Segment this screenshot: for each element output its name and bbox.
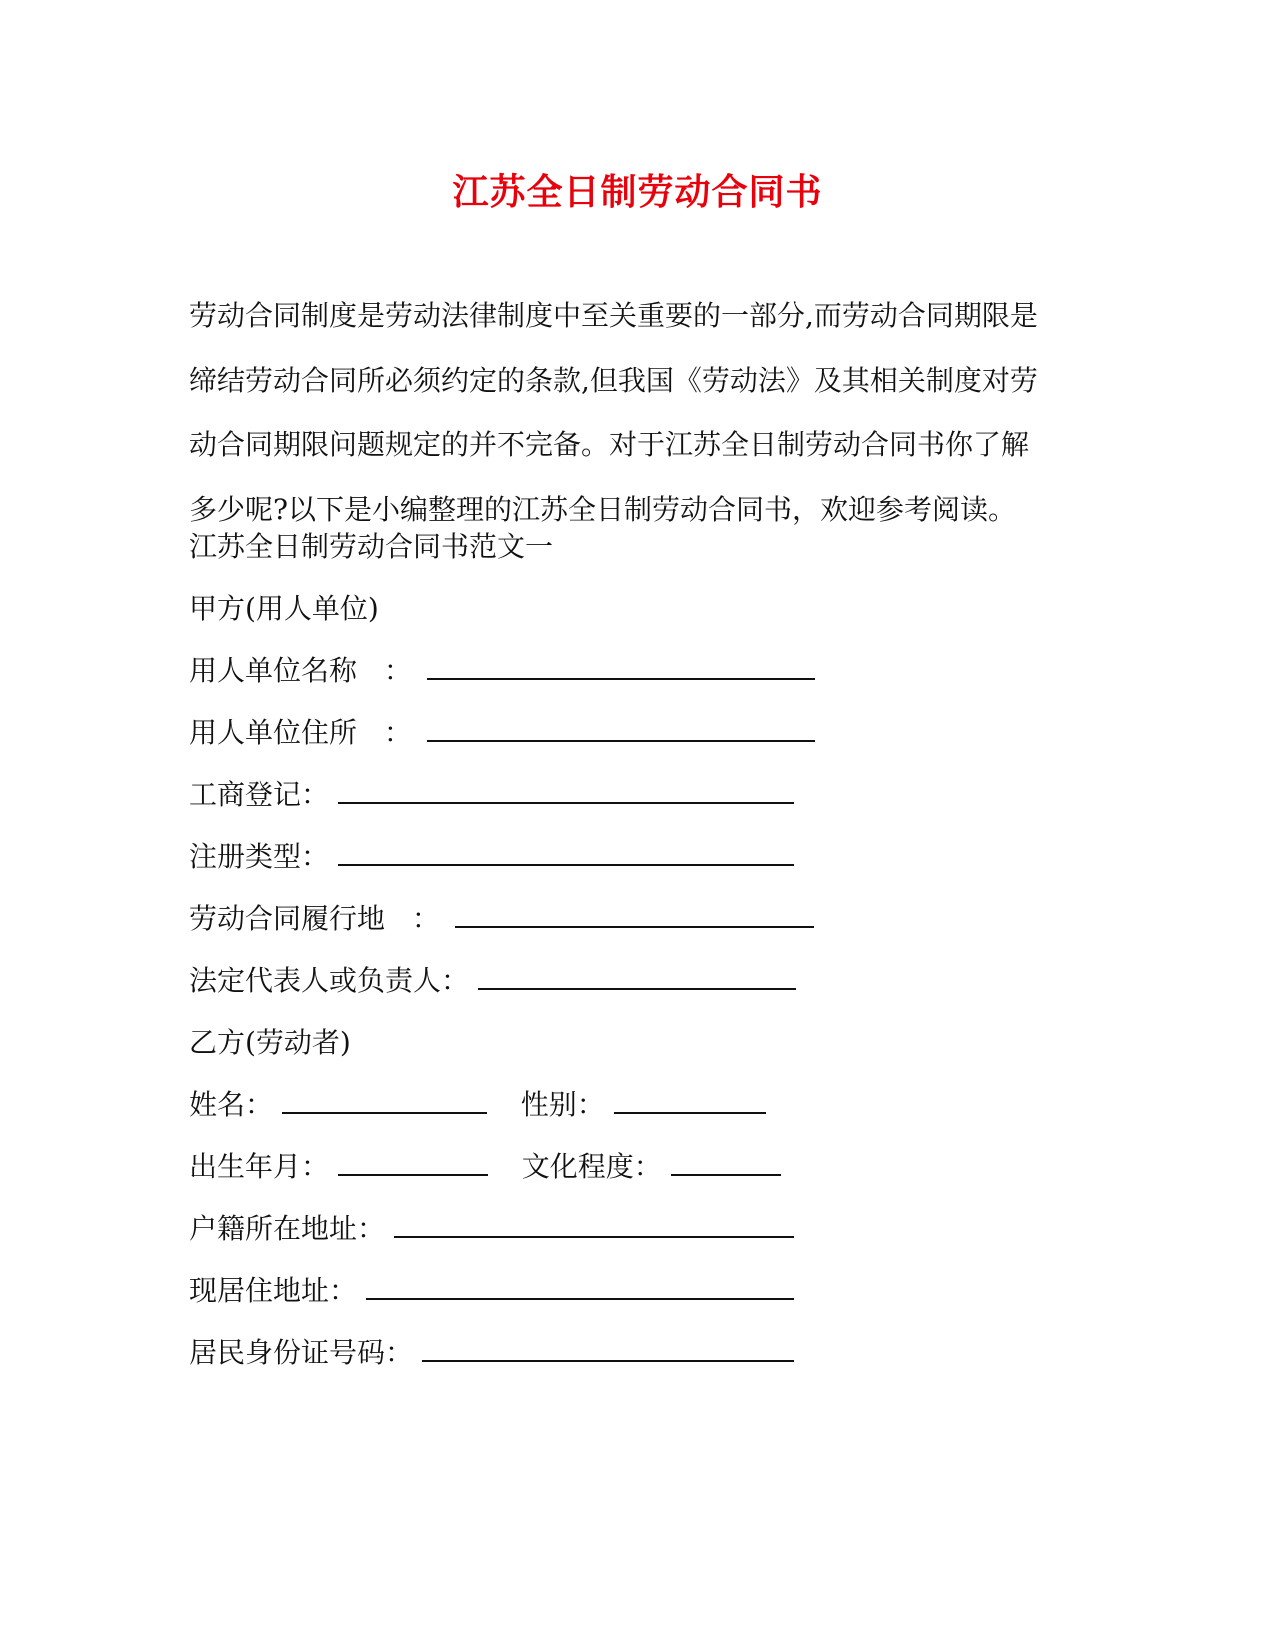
intro-line: 动合同期限问题规定的并不完备。对于江苏全日制劳动合同书你了解 — [189, 428, 1030, 461]
education-blank[interactable] — [671, 1148, 781, 1176]
place-of-performance-label: 劳动合同履行地 — [189, 902, 386, 935]
legal-representative-blank[interactable] — [478, 962, 796, 990]
name-label: 姓名： — [189, 1088, 274, 1121]
employer-name-label: 用人单位名称 — [189, 654, 358, 687]
business-registration-blank[interactable] — [338, 776, 794, 804]
id-number-label: 居民身份证号码： — [189, 1336, 414, 1369]
document-title: 江苏全日制劳动合同书 — [452, 171, 823, 213]
legal-representative-label: 法定代表人或负责人： — [189, 964, 470, 997]
place-of-performance-row — [189, 899, 814, 939]
registration-type-blank[interactable] — [338, 838, 794, 866]
employer-address-blank[interactable] — [427, 714, 815, 742]
birth-date-label: 出生年月： — [189, 1150, 330, 1183]
registration-type-row — [189, 837, 794, 877]
employer-address-label: 用人单位住所 — [189, 716, 358, 749]
colon: ： — [383, 716, 412, 749]
current-address-blank[interactable] — [366, 1272, 794, 1300]
education-label: 文化程度： — [521, 1150, 662, 1183]
gender-label: 性别： — [520, 1088, 605, 1121]
business-registration-row — [189, 775, 794, 815]
employer-address-row — [189, 713, 815, 753]
intro-line: 多少呢?以下是小编整理的江苏全日制劳动合同书，欢迎参考阅读。 — [189, 492, 1017, 526]
place-of-performance-blank[interactable] — [455, 900, 814, 928]
current-address-label: 现居住地址： — [189, 1274, 358, 1307]
household-address-row — [189, 1209, 794, 1249]
employer-name-blank[interactable] — [427, 652, 815, 680]
employer-name-row — [189, 651, 815, 691]
household-address-blank[interactable] — [394, 1210, 794, 1238]
intro-line: 缔结劳动合同所必须约定的条款,但我国《劳动法》及其相关制度对劳 — [189, 363, 1038, 397]
gender-blank[interactable] — [614, 1086, 766, 1114]
party-a-heading-text: 甲方(用人单位) — [189, 592, 379, 625]
intro-paragraph — [189, 284, 1089, 542]
id-number-row — [189, 1333, 794, 1373]
section-heading-text: 江苏全日制劳动合同书范文一 — [189, 530, 554, 563]
legal-representative-row — [189, 961, 796, 1001]
birth-education-row — [189, 1147, 781, 1187]
id-number-blank[interactable] — [422, 1334, 794, 1362]
section-heading — [189, 527, 553, 567]
party-b-heading-text: 乙方(劳动者) — [189, 1026, 351, 1059]
name-gender-row — [189, 1085, 766, 1125]
household-address-label: 户籍所在地址： — [189, 1212, 386, 1245]
party-b-heading — [189, 1023, 351, 1063]
colon: ： — [383, 654, 412, 687]
birth-date-blank[interactable] — [338, 1148, 488, 1176]
name-blank[interactable] — [282, 1086, 487, 1114]
intro-line: 劳动合同制度是劳动法律制度中至关重要的一部分,而劳动合同期限是 — [189, 299, 1038, 332]
colon: ： — [411, 902, 440, 935]
business-registration-label: 工商登记： — [189, 778, 330, 811]
party-a-heading — [189, 589, 379, 629]
current-address-row — [189, 1271, 794, 1311]
registration-type-label: 注册类型： — [189, 840, 330, 873]
